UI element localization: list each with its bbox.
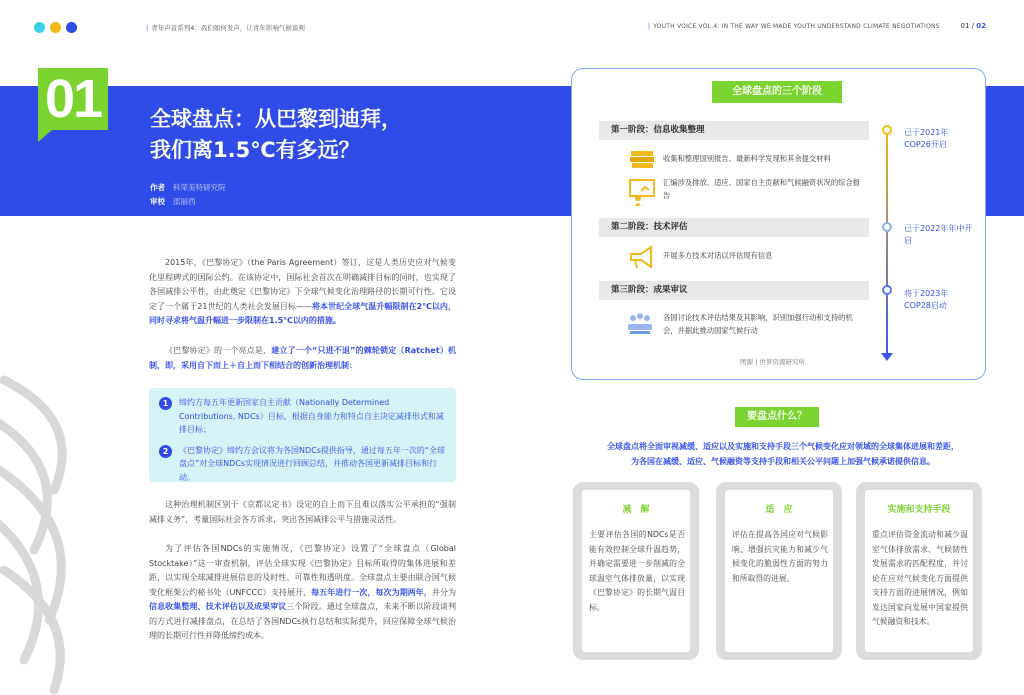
timeline-dot-1 bbox=[882, 125, 892, 135]
note-item-1: 1 缔约方每五年更新国家自主贡献（Nationally Determined Contributions, NDCs）目标，根据自身能力和特点自主决定减排形式和减排目标； bbox=[159, 396, 446, 437]
card-means-of-implementation bbox=[856, 482, 982, 660]
card-title: 实施和支持手段 bbox=[887, 505, 951, 515]
meeting-icon bbox=[625, 310, 655, 340]
timeline-label-1: 已于2021年COP26开启 bbox=[904, 128, 949, 149]
stage2-bar: 第二阶段：技术评估 bbox=[599, 218, 869, 237]
timeline-dot-2 bbox=[882, 222, 892, 232]
blue-dot-icon bbox=[66, 22, 77, 33]
card-text: 重点评估资金流动和减少温室气体排放需求、气候韧性发展需求的匹配程度，并讨论在应对气候变化方面提供支持方面的进展情况，例如发达国家向发展中国家提供气候融资和技术。 bbox=[872, 530, 968, 626]
paragraph-intro: 2015年，《巴黎协定》（the Paris Agreement）签订，这是人类历史应对气候变化里程碑式的国际公约。在该协定中，国际社会首次在明确减排目标的同时，也实现了各国减排公平性，由此奠定《巴黎协定》下全球气候变化治理路径的长期可行性。它设定了一个属于21世纪的人类社会发展目标——将本世纪全球气温升幅限制在2℃以内，同时寻求将气温升幅进一步限制在1.5℃以内的措施。 bbox=[149, 258, 456, 325]
byline: 作者 科荣美特研究院 审校 邵丽西 bbox=[150, 183, 226, 206]
stage1-item2: 汇编涉及排放、适应、国家自主贡献和气候融资状况的综合报告 bbox=[663, 178, 861, 200]
paragraph-stocktake: 为了评估各国NDCs的实施情况，《巴黎协定》设置了“全球盘点（Global Stocktake）”这一审查机制，评估全球实现《巴黎协定》目标所取得的集体进展和差距，以实现全球减排进展信息的及时性、可靠性和透明度。全球盘点主要由联合国气候变化框架公约秘书处（UNFCCC）支持展开，每五年进行一次，每次为期两年，并分为信息收集整理、技术评估以及成果审议三个阶段。通过全球盘点，未来不断以阶段谈判的方式进行减排盘点，在总结了各国NDCs执行总结和实际提升，回应保障全球气候治理的长期可行性并降低缔约成本。 bbox=[149, 544, 457, 640]
books-icon bbox=[627, 145, 657, 175]
stages-heading: 全球盘点的三个阶段 bbox=[712, 81, 842, 103]
megaphone-icon bbox=[627, 242, 657, 272]
timeline-line bbox=[886, 128, 888, 358]
stage1-item1: 收集和整理国别报告、最新科学发现和其余提交材料 bbox=[663, 154, 831, 163]
question-text: 全球盘点将全面审视减缓、适应以及实施和支持手段三个气候变化应对领域的全球集体进展和差距， 为各国在减缓、适应、气候融资等支持手段和相关公平问题上加强气候承诺提供信息。 bbox=[607, 442, 959, 466]
header-dots bbox=[34, 22, 77, 33]
timeline-dot-3 bbox=[882, 285, 892, 295]
figure-source: 图源 | 世界资源研究所 bbox=[740, 358, 805, 366]
question-heading: 要盘点什么？ bbox=[735, 407, 819, 427]
paragraph-kyoto: 这种治理机制区别于《京都议定书》设定的自上而下且难以落实公平承担的“强制减排义务”，考量国际社会各方诉求，突出各国减排公平与措施灵活性。 bbox=[149, 500, 456, 524]
page-number: 01 / 02 bbox=[960, 22, 986, 30]
chapter-badge-tail bbox=[38, 130, 52, 142]
chapter-number: 01 bbox=[38, 68, 108, 130]
card-text: 评估在提高各国应对气候影响、增强抗灾能力和减少气候变化的脆弱性方面的努力和所取得的进展。 bbox=[732, 530, 828, 583]
card-title: 适 应 bbox=[765, 505, 793, 515]
card-text: 主要评估各国的NDCs是否能有效控制全球升温趋势，并确定需要进一步削减的全球温室气体排放量，以实现《巴黎协定》的长期气温目标。 bbox=[589, 530, 685, 612]
number-2-icon: 2 bbox=[159, 445, 172, 458]
header-left-title: | 青年声音系列4：我们如何发声，让青年影响气候谈判 bbox=[146, 24, 305, 32]
presentation-icon bbox=[627, 176, 657, 206]
stage1-bar: 第一阶段：信息收集整理 bbox=[599, 121, 869, 140]
header-right-title: | YOUTH VOICE VOL.4: IN THE WAY WE MADE YOUTH UNDERSTAND CLIMATE NEGOTIATIONS bbox=[648, 23, 940, 30]
cyan-dot-icon bbox=[34, 22, 45, 33]
stage2-item1: 开展多方技术对话以评估现有信息 bbox=[663, 251, 773, 260]
card-adaptation bbox=[716, 482, 842, 660]
card-title: 减 解 bbox=[622, 505, 650, 515]
stage3-bar: 第三阶段：成果审议 bbox=[599, 281, 869, 300]
ratchet-note-box bbox=[149, 388, 456, 482]
stage3-item1: 各国讨论技术评估结果及其影响，识别加强行动和支持的机会，并据此推动国家气候行动 bbox=[663, 313, 853, 335]
paragraph-ratchet: 《巴黎协定》的一个亮点是，建立了一个“只进不退”的棘轮锁定（Ratchet）机制，即，采用自下而上＋自上而下相结合的创新治理机制： bbox=[149, 346, 456, 370]
card-mitigation bbox=[573, 482, 699, 660]
yellow-dot-icon bbox=[50, 22, 61, 33]
number-1-icon: 1 bbox=[159, 397, 172, 410]
page-title: 全球盘点：从巴黎到迪拜， 我们离1.5℃有多远？ bbox=[150, 107, 402, 162]
timeline-label-2: 已于2022年年中开启 bbox=[904, 224, 973, 245]
timeline-label-3: 将于2023年COP28启动 bbox=[904, 289, 949, 310]
timeline-arrow-icon bbox=[881, 353, 893, 361]
note-item-2: 2 《巴黎协定》缔约方会议将为各国NDCs提供指导，通过每五年一次的“全球盘点”对全球NDCs实现情况进行回顾总结，并推动各国更新减排目标和行动。 bbox=[159, 444, 446, 485]
decorative-swirl-icon bbox=[0, 360, 104, 695]
